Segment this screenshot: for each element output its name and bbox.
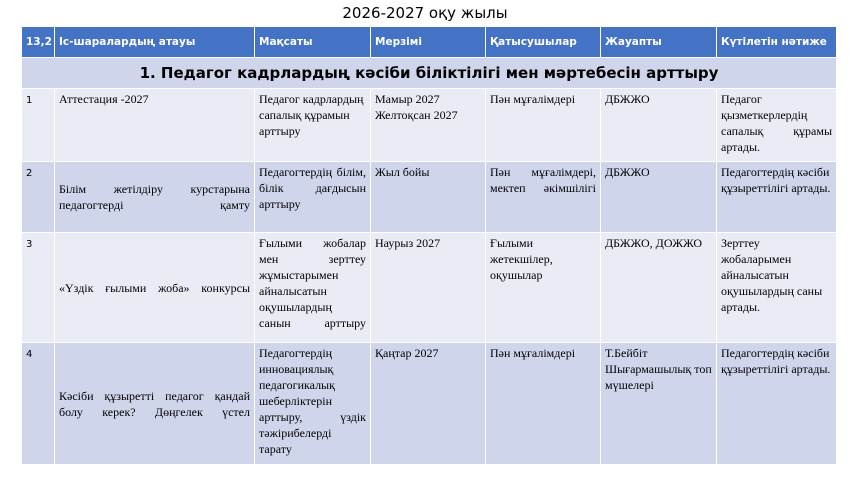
table-row [22,343,837,465]
row-num: 3 [22,233,55,343]
header-goal: Мақсаты [255,27,371,58]
row-goal: Педагогтердің инновациялық педагогикалық шеберліктерін арттыру, үздік тәжірибелерді тарату [255,343,371,465]
plan-table [21,26,837,465]
table-row [22,233,837,343]
header-num: 13,2 [22,27,55,58]
row-participants: Пән мұғалімдері, мектеп әкімшілігі [486,162,601,233]
header-participants: Қатысушылар [486,27,601,58]
row-num: 2 [22,162,55,233]
section-row [22,58,837,89]
row-name: Білім жетілдіру курстарына педагогтерді қамту [55,162,255,233]
row-num: 4 [22,343,55,465]
row-goal: Педагогтердің білім, білік дағдысын арттыру [255,162,371,233]
header-date: Мерзімі [371,27,486,58]
row-participants: Пән мұғалімдері [486,343,601,465]
table-row [22,162,837,233]
row-responsible: Т.Бейбіт Шығармашылық топ мүшелері [601,343,717,465]
row-name: Аттестация -2027 [55,89,255,162]
table-header-row [22,27,837,58]
row-responsible: ДБЖЖО [601,89,717,162]
row-date: Мамыр 2027 Желтоқсан 2027 [371,89,486,162]
header-name: Іс-шаралардың атауы [55,27,255,58]
row-result: Педагогтердің кәсіби құзыреттілігі артады. [717,162,837,233]
row-result: Зерттеу жобаларымен айналысатын оқушылардың саны артады. [717,233,837,343]
row-date: Жыл бойы [371,162,486,233]
row-responsible: ДБЖЖО, ДОЖЖО [601,233,717,343]
header-result: Күтілетін нәтиже [717,27,837,58]
row-participants: Пән мұғалімдері [486,89,601,162]
row-goal: Ғылыми жобалар мен зерттеу жұмыстарымен айналысатын оқушылардың санын арттыру [255,233,371,343]
row-goal: Педагог кадрлардың сапалық құрамын арттыру [255,89,371,162]
table-row [22,89,837,162]
page-title: 2026-2027 оқу жылы [342,4,508,22]
header-responsible: Жауапты [601,27,717,58]
row-date: Наурыз 2027 [371,233,486,343]
row-result: Педагогтердің кәсіби құзыреттілігі артады. [717,343,837,465]
row-name: Кәсіби құзыретті педагог қандай болу керек? Дөңгелек үстел [55,343,255,465]
row-responsible: ДБЖЖО [601,162,717,233]
row-date: Қаңтар 2027 [371,343,486,465]
row-name: «Үздік ғылыми жоба» конкурсы [55,233,255,343]
row-num: 1 [22,89,55,162]
row-participants: Ғылыми жетекшілер, оқушылар [486,233,601,343]
row-result: Педагог қызметкерлердің сапалық құрамы артады. [717,89,837,162]
section-title: 1. Педагог кадрлардың кәсіби біліктілігі мен мәртебесін арттыру [22,58,837,89]
